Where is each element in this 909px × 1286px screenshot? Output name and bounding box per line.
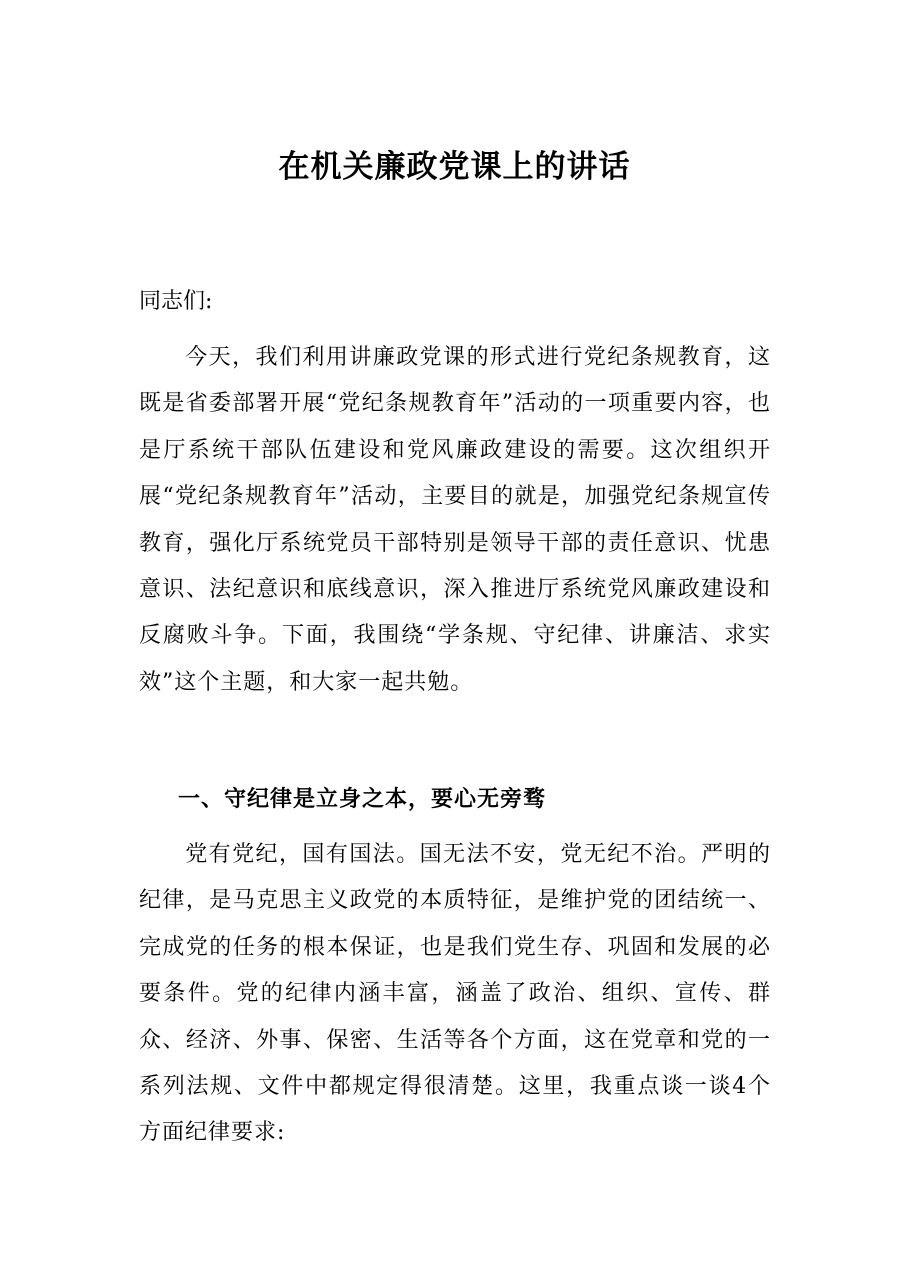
section-heading-1: 一、守纪律是立身之本，要心无旁骛	[178, 787, 547, 812]
document-title: 在机关廉政党课上的讲话	[278, 149, 631, 185]
paragraph-discipline: 党有党纪，国有国法。国无法不安，党无纪不治。严明的纪律，是马克思主义政党的本质特征，是维护党的团结统一、完成党的任务的根本保证，也是我们党生存、巩固和发展的必要条件。党的纪律内涵丰富，涵盖了政治、组织、宣传、群众、经济、外事、保密、生活等各个方面，这在党章和党的一系列法规、文件中都规定得很清楚。这里，我重点谈一谈4个方面纪律要求:	[139, 842, 771, 1146]
salutation: 同志们:	[139, 289, 213, 314]
paragraph-intro: 今天，我们利用讲廉政党课的形式进行党纪条规教育，这既是省委部署开展“党纪条规教育年”活动的一项重要内容，也是厅系统干部队伍建设和党风廉政建设的需要。这次组织开展“党纪条规教育年”活动，主要目的就是，加强党纪条规宣传教育，强化厅系统党员干部特别是领导干部的责任意识、忧患意识、法纪意识和底线意识，深入推进厅系统党风廉政建设和反腐败斗争。下面，我围绕“学条规、守纪律、讲廉洁、求实效”这个主题，和大家一起共勉。	[139, 345, 771, 695]
